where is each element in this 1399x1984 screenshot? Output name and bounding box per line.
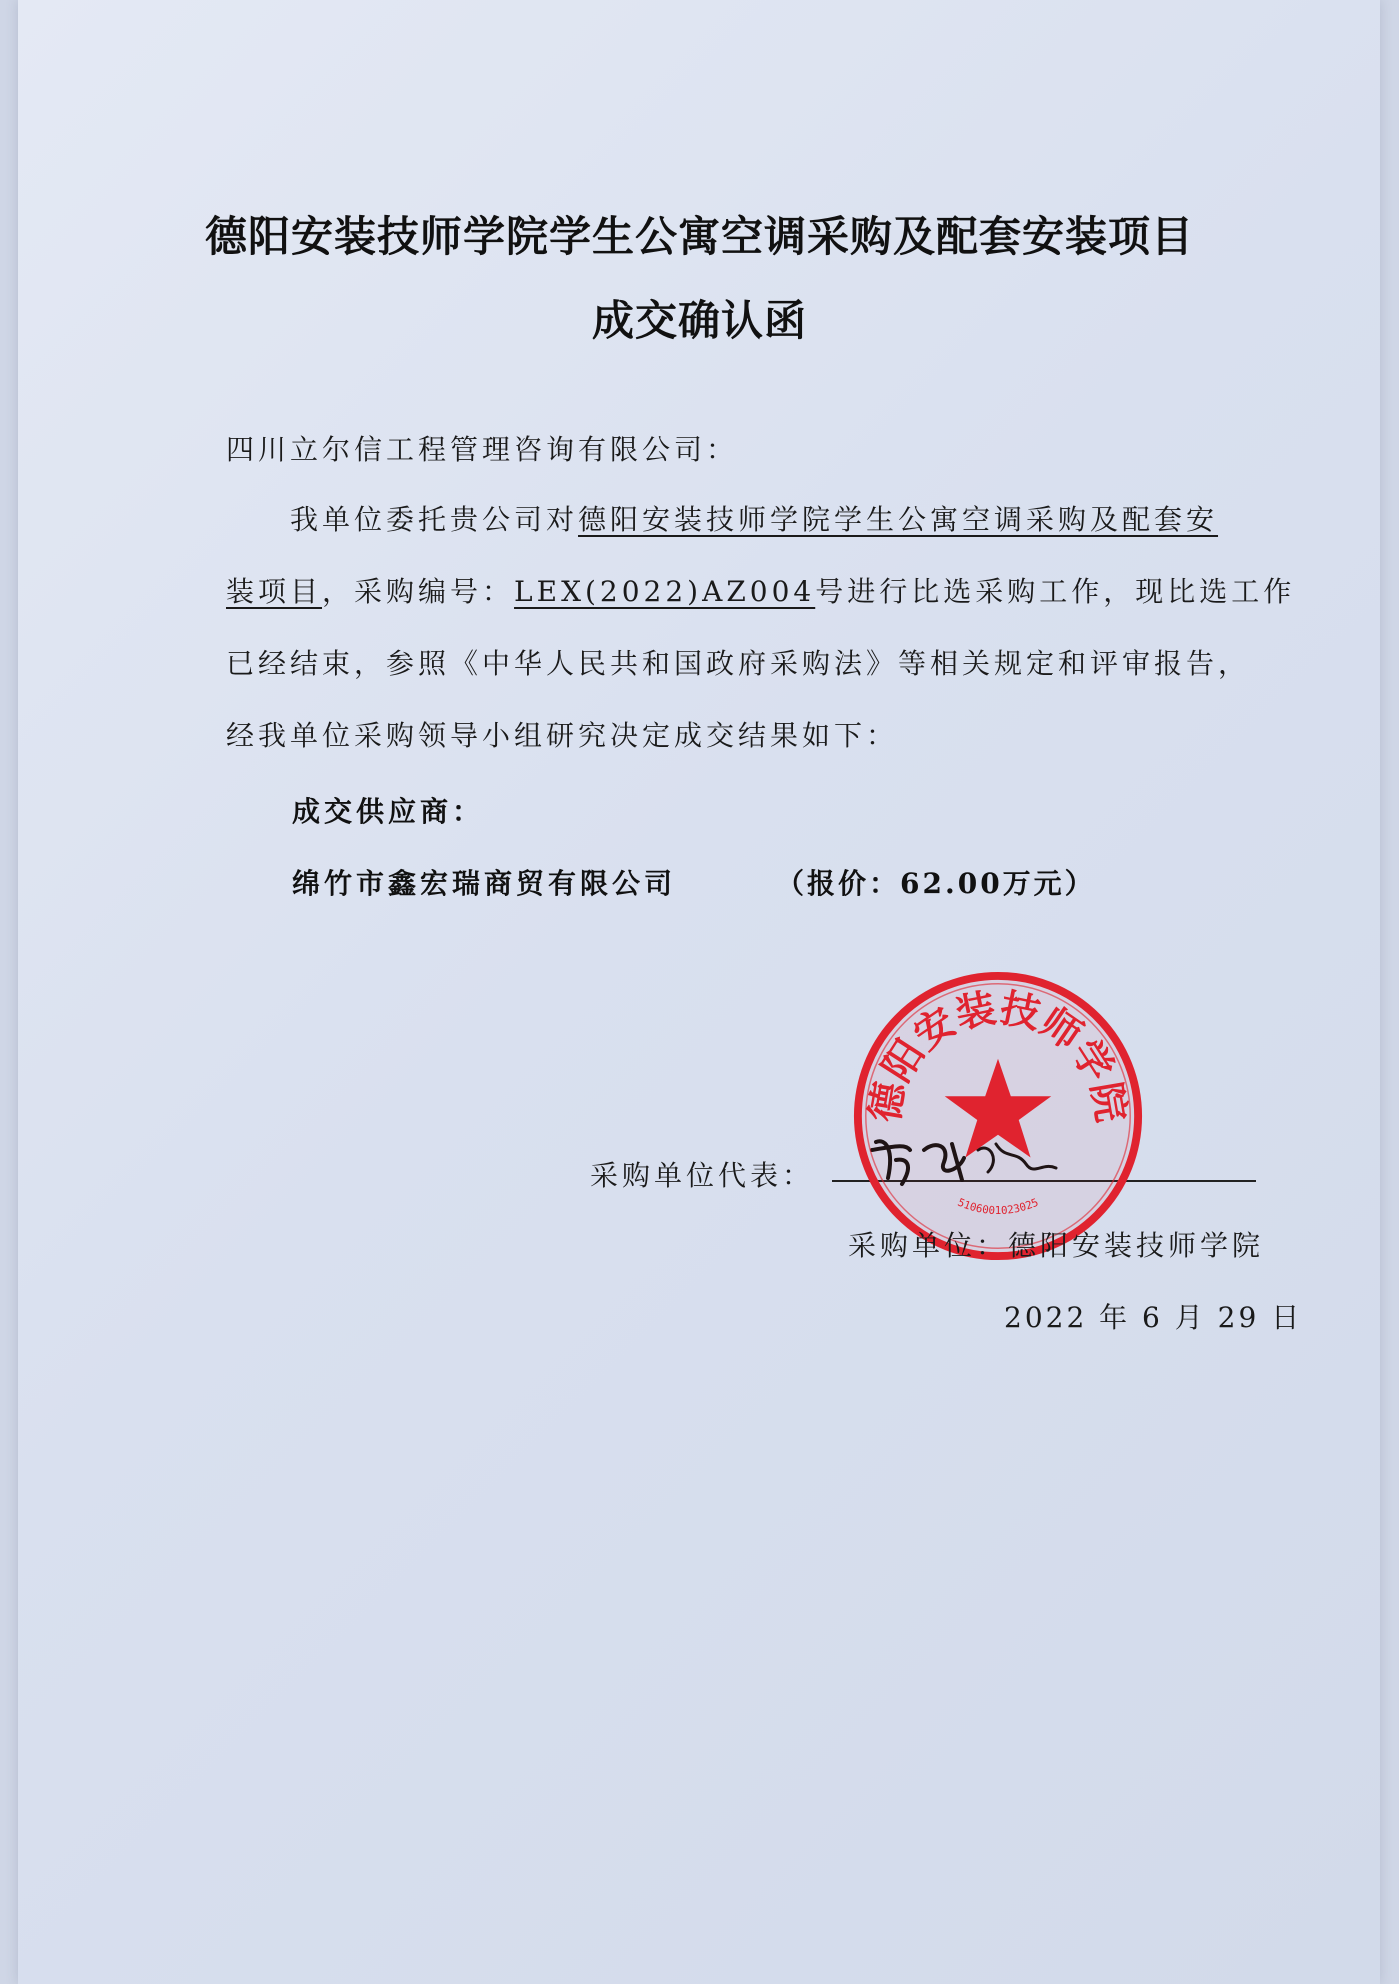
winner-price: （报价：62.00万元） [776, 867, 1096, 900]
procurement-number: LEX(2022)AZ004 [514, 575, 816, 608]
seal-serial: 5106001023025 [955, 1195, 1041, 1218]
body-text: 号进行比选采购工作，现比选工作 [815, 575, 1296, 608]
document-title: 德阳安装技师学院学生公寓空调采购及配套安装项目 [204, 212, 1194, 261]
document-date: 2022 年 6 月 29 日 [1004, 1301, 1303, 1334]
body-text: 我单位委托贵公司对 [290, 503, 579, 536]
seal-text: 德阳安装技师学院 [861, 985, 1135, 1126]
addressee: 四川立尔信工程管理咨询有限公司： [226, 433, 739, 466]
body-paragraph-line-2 [226, 570, 1296, 610]
representative-label: 采购单位代表： [590, 1159, 815, 1192]
body-paragraph-line-3: 已经结束，参照《中华人民共和国政府采购法》等相关规定和评审报告， [226, 647, 1251, 680]
official-seal [850, 968, 1146, 1264]
winner-name: 绵竹市鑫宏瑞商贸有限公司 [292, 867, 677, 900]
document-subtitle: 成交确认函 [591, 296, 807, 345]
project-name-cont: 装项目 [226, 575, 323, 608]
project-name: 德阳安装技师学院学生公寓空调采购及配套安 [578, 503, 1219, 536]
body-text: ，采购编号： [322, 575, 515, 608]
winner-label: 成交供应商： [292, 795, 485, 828]
purchasing-unit: 采购单位：德阳安装技师学院 [848, 1229, 1265, 1262]
body-paragraph-line-1 [290, 498, 1320, 538]
body-paragraph-line-4: 经我单位采购领导小组研究决定成交结果如下： [226, 719, 899, 752]
